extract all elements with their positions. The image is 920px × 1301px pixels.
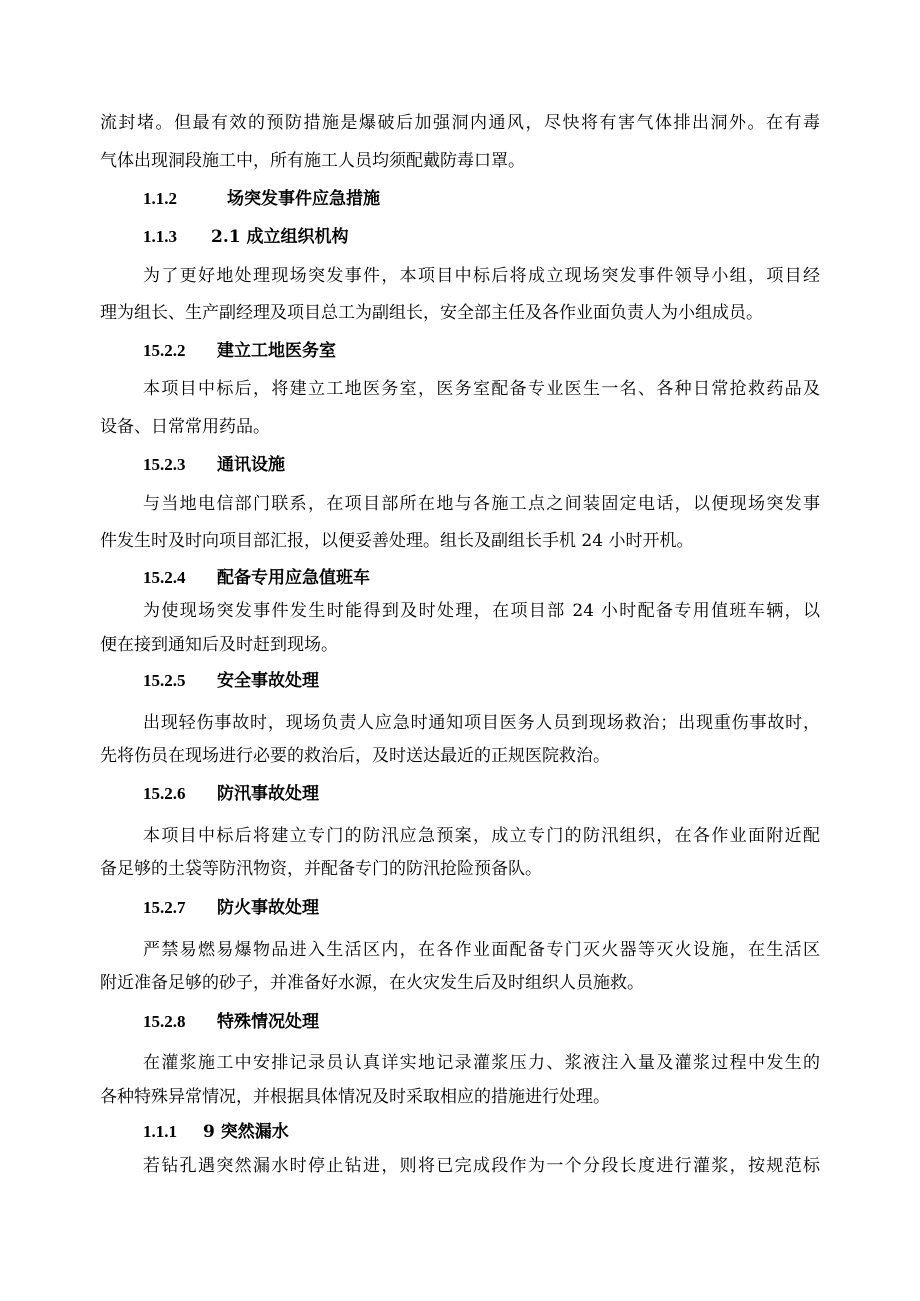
paragraph-line: 严禁易燃易爆物品进入生活区内，在各作业面配备专门灭火器等灭火设施，在生活区 [143, 940, 820, 960]
section-title: 防汛事故处理 [217, 784, 319, 804]
section-title: 安全事故处理 [217, 671, 319, 691]
paragraph-line: 便在接到通知后及时赶到现场。 [100, 635, 338, 655]
section-number: 1.1.2 [143, 189, 177, 208]
section-number: 15.2.2 [143, 341, 186, 360]
paragraph-line: 件发生时及时向项目部汇报，以便妥善处理。组长及副组长手机 24 小时开机。 [100, 531, 694, 551]
section-title: 场突发事件应急措施 [227, 189, 380, 209]
section-number: 15.2.3 [143, 455, 186, 474]
paragraph-line: 附近准备足够的砂子，并准备好水源，在火灾发生后及时组织人员施救。 [100, 973, 644, 993]
section-heading [143, 898, 319, 918]
section-number: 15.2.7 [143, 898, 186, 917]
section-number: 1.1.1 [143, 1122, 177, 1141]
section-number: 1.1.3 [143, 227, 177, 246]
paragraph-line: 为了更好地处理现场突发事件，本项目中标后将成立现场突发事件领导小组，项目经 [143, 266, 820, 286]
paragraph-line: 理为组长、生产副经理及项目总工为副组长，安全部主任及各作业面负责人为小组成员。 [100, 303, 763, 323]
section-title: 防火事故处理 [217, 898, 319, 918]
section-number: 15.2.8 [143, 1012, 186, 1031]
section-title: 建立工地医务室 [217, 341, 336, 361]
paragraph-line: 为使现场突发事件发生时能得到及时处理，在项目部 24 小时配备专用值班车辆，以 [143, 601, 820, 621]
section-number: 15.2.4 [143, 568, 186, 587]
section-heading [143, 784, 319, 804]
section-title: 配备专用应急值班车 [217, 568, 370, 588]
section-heading [143, 189, 380, 209]
paragraph-line: 本项目中标后，将建立工地医务室，医务室配备专业医生一名、各种日常抢救药品及 [143, 379, 820, 399]
section-title: 2.1 成立组织机构 [211, 227, 349, 247]
section-heading [143, 671, 319, 691]
section-title: 通讯设施 [217, 455, 285, 475]
paragraph-line: 流封堵。但最有效的预防措施是爆破后加强洞内通风，尽快将有害气体排出洞外。在有毒 [100, 113, 820, 133]
section-number: 15.2.6 [143, 784, 186, 803]
paragraph-line: 设备、日常常用药品。 [100, 417, 270, 437]
section-heading [143, 455, 285, 475]
section-heading [143, 341, 336, 361]
section-heading [143, 1122, 289, 1142]
section-heading [143, 568, 370, 588]
paragraph-line: 若钻孔遇突然漏水时停止钻进，则将已完成段作为一个分段长度进行灌浆，按规范标 [143, 1156, 820, 1176]
section-heading [143, 1012, 319, 1032]
section-number: 15.2.5 [143, 671, 186, 690]
section-title: 特殊情况处理 [217, 1012, 319, 1032]
paragraph-line: 本项目中标后将建立专门的防汛应急预案，成立专门的防汛组织，在各作业面附近配 [143, 826, 820, 846]
section-heading [143, 227, 349, 247]
paragraph-line: 与当地电信部门联系，在项目部所在地与各施工点之间装固定电话，以便现场突发事 [143, 494, 820, 514]
paragraph-line: 各种特殊异常情况，并根据具体情况及时采取相应的措施进行处理。 [100, 1087, 610, 1107]
section-title: 9 突然漏水 [203, 1122, 289, 1142]
paragraph-line: 气体出现洞段施工中，所有施工人员均须配戴防毒口罩。 [100, 151, 525, 171]
paragraph-line: 先将伤员在现场进行必要的救治后，及时送达最近的正规医院救治。 [100, 746, 610, 766]
paragraph-line: 出现轻伤事故时，现场负责人应急时通知项目医务人员到现场救治；出现重伤事故时， [143, 713, 820, 733]
paragraph-line: 备足够的土袋等防汛物资，并配备专门的防汛抢险预备队。 [100, 859, 542, 879]
paragraph-line: 在灌浆施工中安排记录员认真详实地记录灌浆压力、浆液注入量及灌浆过程中发生的 [143, 1053, 820, 1073]
